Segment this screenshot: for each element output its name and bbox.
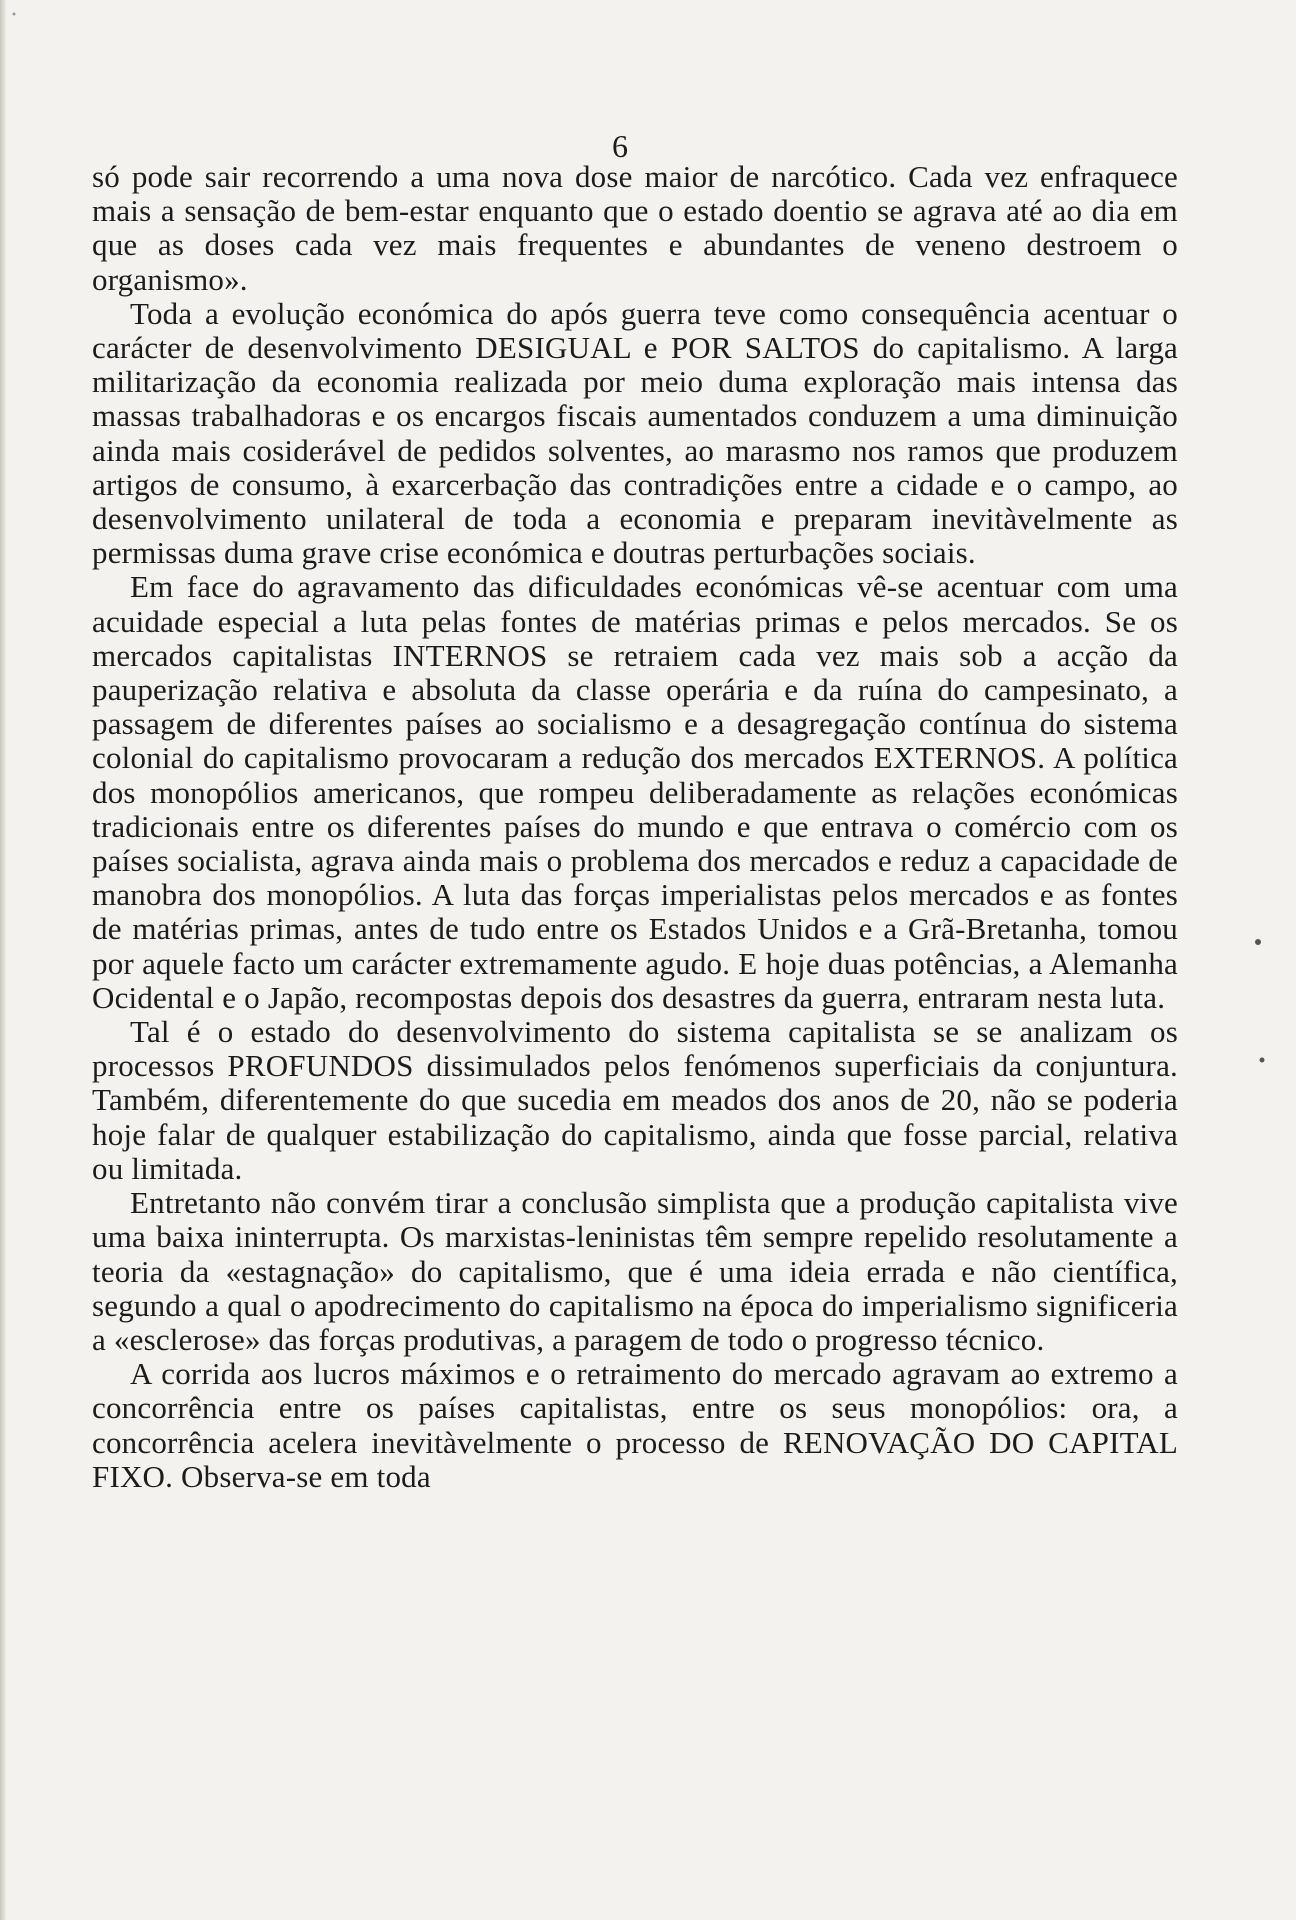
- paragraph-3: Em face do agravamento das dificuldades económicas vê-se acentuar com uma acuidade especial a luta pelas fontes de matérias primas e pelos mercados. Se os mercados capitalistas INTERNOS se retraiem cada vez mais sob a acção da pauperização relativa e absoluta da classe operária e da ruína do campesinato, a passagem de diferentes países ao socialismo e a desagregação contínua do sistema colonial do capitalismo provocaram a redução dos mercados EXTERNOS. A política dos monopólios americanos, que rompeu deliberadamente as relações económicas tradicionais entre os diferentes países do mundo e que entrava o comércio com os países socialista, agrava ainda mais o problema dos mercados e reduz a capacidade de manobra dos monopólios. A luta das forças imperialistas pelos mercados e as fontes de matérias primas, antes de tudo entre os Estados Unidos e a Grã-Bretanha, tomou por aquele facto um carácter extremamente agudo. E hoje duas potências, a Alemanha Ocidental e o Japão, recompostas depois dos desastres da guerra, entraram nesta luta.: [92, 569, 1178, 1015]
- paragraph-2: Toda a evolução económica do após guerra teve como consequência acentuar o carácter de desenvolvimento DESIGUAL e POR SALTOS do capitalismo. A larga militarização da economia realizada por meio duma exploração mais intensa das massas trabalhadoras e os encargos fiscais aumentados conduzem a uma diminuição ainda mais cosiderável de pedidos solventes, ao marasmo nos ramos que produzem artigos de consumo, à exarcerbação das contradições entre a cidade e o campo, ao desenvolvimento unilateral de toda a economia e preparam inevitàvelmente as permissas duma grave crise económica e doutras perturbações sociais.: [92, 295, 1178, 571]
- page-number: 6: [612, 128, 628, 164]
- paragraph-4: Tal é o estado do desenvolvimento do sistema capitalista se se analizam os processos PROFUNDOS dissimulados pelos fenómenos superficiais da conjuntura. Também, diferentemente do que sucedia em meados dos anos de 20, não se poderia hoje falar de qualquer estabilização do capitalismo, ainda que fosse parcial, relativa ou limitada.: [92, 1014, 1178, 1186]
- paragraph-1: só pode sair recorrendo a uma nova dose maior de narcótico. Cada vez enfraquece mais a sensação de bem-estar enquanto que o estado doentio se agrava até ao dia em que as doses cada vez mais frequentes e abundantes de veneno destroem o organismo».: [92, 159, 1178, 297]
- page-left-edge-shadow: [0, 0, 6, 1920]
- paragraph-6: A corrida aos lucros máximos e o retraimento do mercado agravam ao extremo a concorrência entre os países capitalistas, entre os seus monopólios: ora, a concorrência acelera inevitàvelmente o processo de RENOVAÇÃO DO CAPITAL FIXO. Observa-se em toda: [92, 1356, 1178, 1494]
- body-text: [92, 160, 1178, 1494]
- paragraph-5: Entretanto não convém tirar a conclusão simplista que a produção capitalista vive uma baixa ininterrupta. Os marxistas-leninistas têm sempre repelido resolutamente a teoria da «estagnação» do capitalismo, que é uma ideia errada e não científica, segundo a qual o apodrecimento do capitalismo na época do imperialismo significeria a «esclerose» das forças produtivas, a paragem de todo o progresso técnico.: [92, 1185, 1178, 1357]
